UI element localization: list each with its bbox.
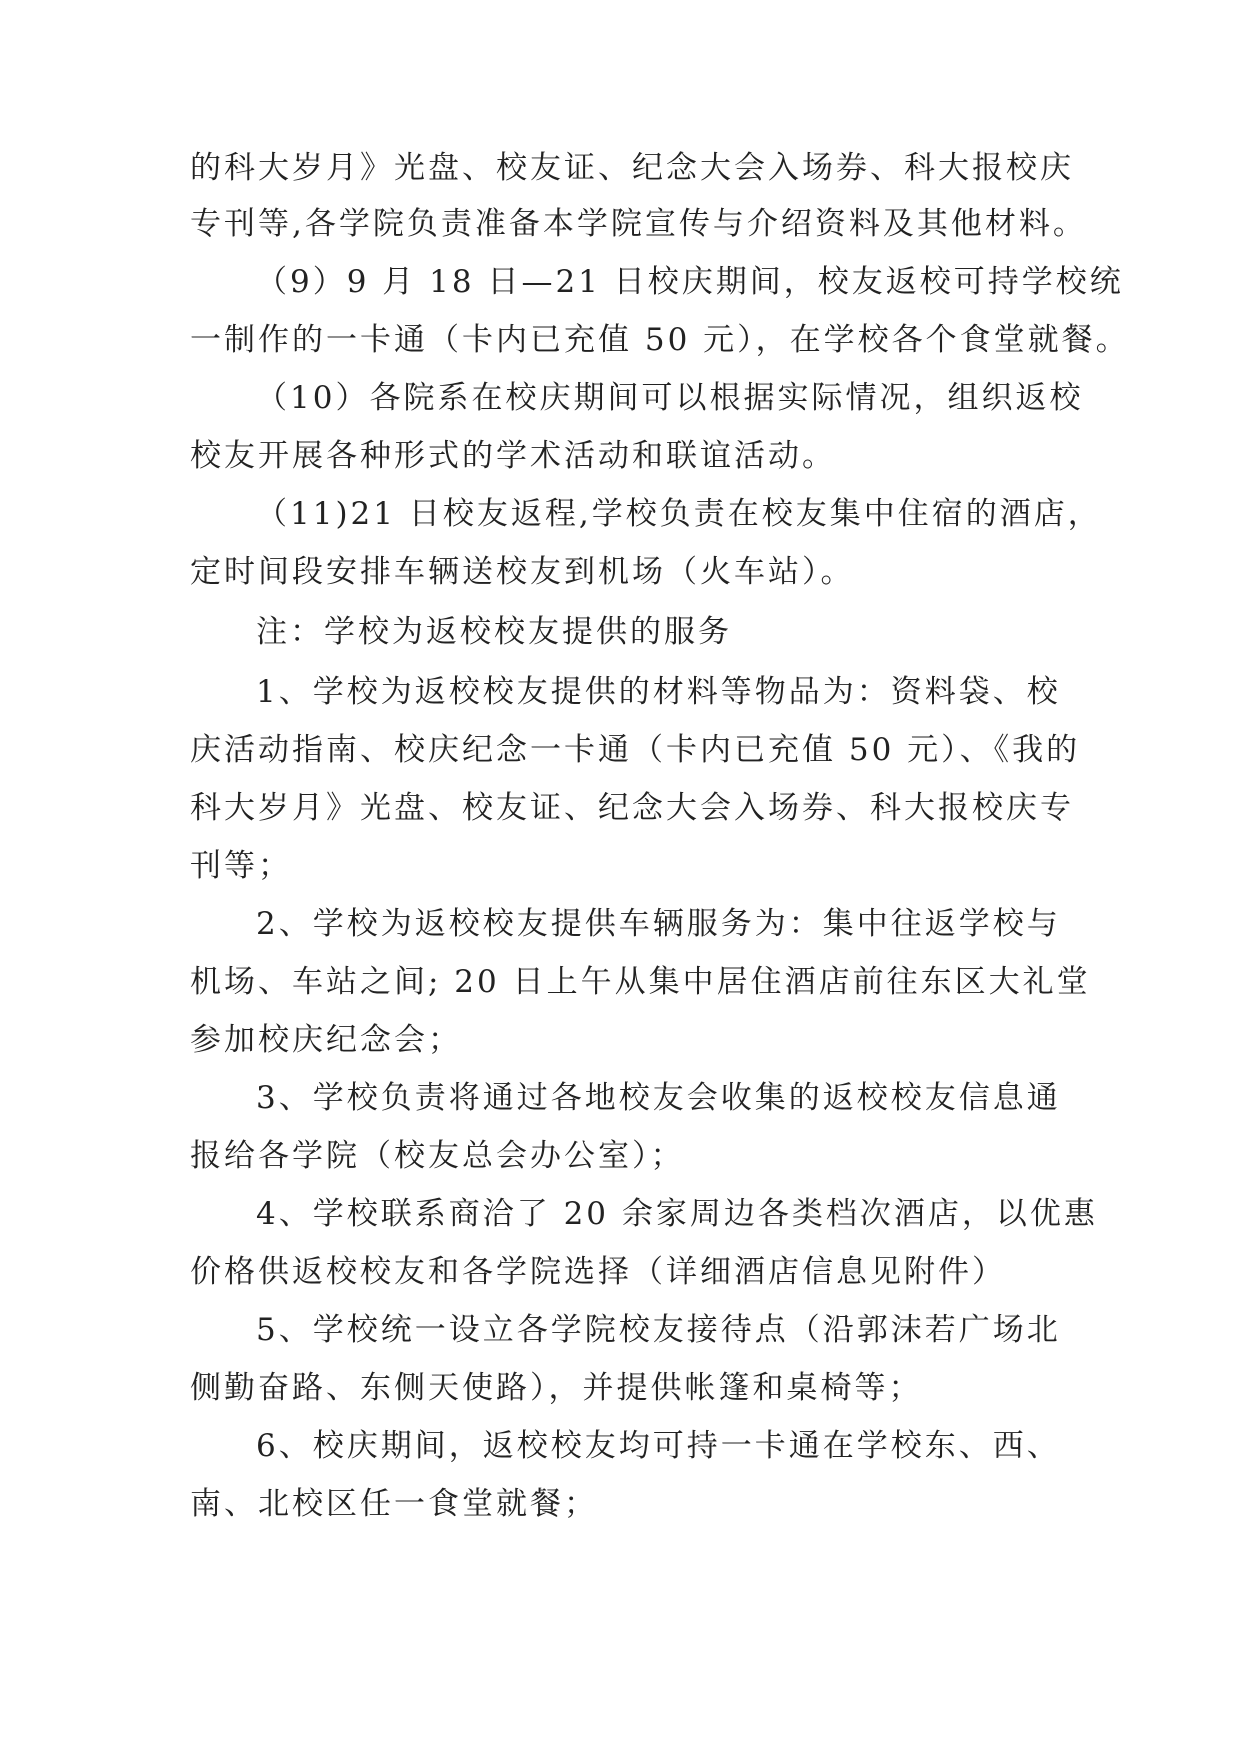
text-line: 南、北校区任一食堂就餐； — [190, 1486, 598, 1522]
text-line: 注：学校为返校校友提供的服务 — [256, 614, 732, 650]
text-line: （11)21 日校友返程,学校负责在校友集中住宿的酒店， — [256, 496, 1102, 532]
text-line: （9）9 月 18 日—21 日校庆期间，校友返校可持学校统 — [256, 264, 1124, 300]
text-line: 机场、车站之间; 20 日上午从集中居住酒店前往东区大礼堂 — [190, 964, 1091, 1000]
text-line: 价格供返校校友和各学院选择（详细酒店信息见附件） — [190, 1254, 1006, 1290]
text-line: 2、学校为返校校友提供车辆服务为：集中往返学校与 — [256, 906, 1061, 942]
text-line: 4、学校联系商洽了 20 余家周边各类档次酒店，以优惠 — [256, 1196, 1098, 1232]
text-line: 的科大岁月》光盘、校友证、纪念大会入场券、科大报校庆 — [190, 150, 1074, 186]
text-line: 5、学校统一设立各学院校友接待点（沿郭沫若广场北 — [256, 1312, 1061, 1348]
text-line: 3、学校负责将通过各地校友会收集的返校校友信息通 — [256, 1080, 1061, 1116]
text-line: 一制作的一卡通（卡内已充值 50 元），在学校各个食堂就餐。 — [190, 322, 1130, 358]
text-line: 侧勤奋路、东侧天使路），并提供帐篷和桌椅等； — [190, 1370, 923, 1406]
text-line: 校友开展各种形式的学术活动和联谊活动。 — [190, 438, 836, 474]
text-line: 专刊等,各学院负责准备本学院宣传与介绍资料及其他材料。 — [190, 206, 1087, 242]
text-line: 1、学校为返校校友提供的材料等物品为：资料袋、校 — [256, 674, 1061, 710]
text-line: 定时间段安排车辆送校友到机场（火车站）。 — [190, 554, 855, 590]
text-line: 刊等； — [190, 848, 292, 884]
text-line: （10）各院系在校庆期间可以根据实际情况，组织返校 — [256, 380, 1084, 416]
text-line: 庆活动指南、校庆纪念一卡通（卡内已充值 50 元）、《我的 — [190, 732, 1081, 768]
text-line: 6、校庆期间，返校校友均可持一卡通在学校东、西、 — [256, 1428, 1061, 1464]
text-line: 报给各学院（校友总会办公室）； — [190, 1138, 685, 1174]
text-line: 科大岁月》光盘、校友证、纪念大会入场券、科大报校庆专 — [190, 790, 1074, 826]
text-line: 参加校庆纪念会； — [190, 1022, 462, 1058]
